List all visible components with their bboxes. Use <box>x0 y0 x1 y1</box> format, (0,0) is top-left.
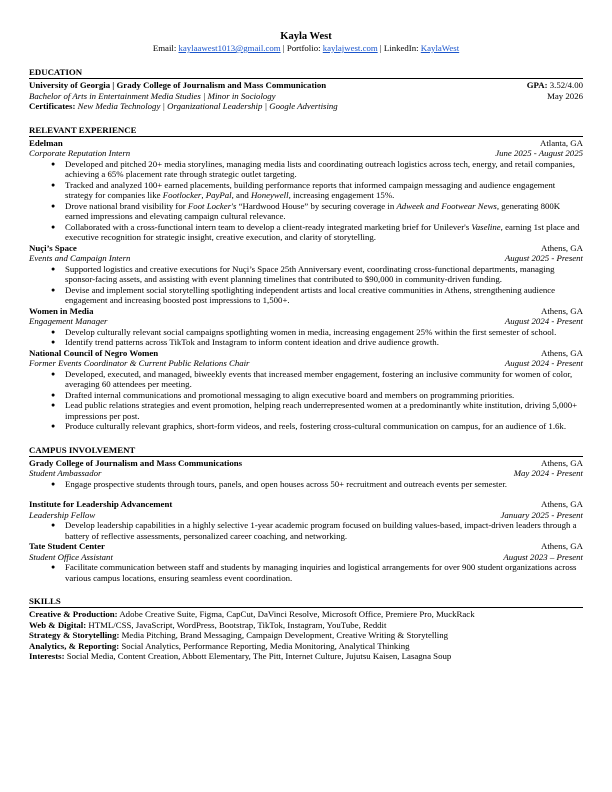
location: Athens, GA <box>540 541 583 551</box>
bullet: ● Lead public relations strategies and event promotion, helping reach underrepresented women at a predominantly white institution, driving 5,000+ impressions per post. <box>65 400 583 421</box>
skill-value: Social Media, Content Creation, Abbott Elementary, The Pitt, Internet Culture, Jujutsu Kaisen, Lasagna Soup <box>64 651 452 662</box>
bullet: ● Engage prospective students through tours, panels, and open houses across 50+ recruitment and outreach events per semester. <box>65 479 583 490</box>
bullet-text: “Hardwood House” by securing coverage in <box>236 200 397 211</box>
dates: August 2025 - Present <box>504 253 583 263</box>
bullet: ● Identify trend patterns across TikTok and Instagram to inform content ideation and drive audience growth. <box>65 337 583 348</box>
bullet: ● Develop leadership capabilities in a highly selective 1-year academic program focused on building values-based, impact-driven leaders through a battery of reflective assessments, personalized career coaching, and networking. <box>65 520 583 541</box>
portfolio-link[interactable]: kaylajwest.com <box>322 43 378 53</box>
portfolio-label: Portfolio: <box>286 43 321 53</box>
bullet: ● Supported logistics and creative executions for Nuçi’s Space 25th Anniversary event, coordinating cross-functional departments, managing sponsor-facing assets, and assisting with event planning timelines that contributed to $90,000 in community-driven funding. <box>65 264 583 285</box>
bullet-text: , increasing engagement 15%. <box>288 190 395 200</box>
role: Engagement Manager <box>29 316 108 326</box>
bullet: ● Developed, executed, and managed, biweekly events that increased member engagement, fostering an inclusive community for women of color, averaging 60 attendees per meeting. <box>65 369 583 390</box>
contact-line <box>29 43 583 54</box>
bullet: ● Produce culturally relevant graphics, short-form videos, and reels, fostering cross-cultural communication on campus, for an audience of 1.6k. <box>65 421 583 432</box>
skill-value: Social Analytics, Performance Reporting, Media Monitoring, Analytical Thinking <box>119 640 410 651</box>
bullet-text: Adweek and Footwear News, <box>396 200 500 211</box>
bullet-text: Foot Locker's <box>187 200 237 211</box>
job-entry <box>29 348 583 432</box>
job-entry <box>29 243 583 306</box>
bullet: ● Facilitate communication between staff and students by managing inquiries and logistical arrangements for over 900 student organizations across various campus locations, ensuring seamless event coordination. <box>65 562 583 583</box>
degree: Bachelor of Arts in Entertainment Media Studies | Minor in Sociology <box>29 90 276 101</box>
dates: August 2024 - Present <box>504 358 583 368</box>
graduation-date: May 2026 <box>547 90 583 101</box>
skill-label: Creative & Production: <box>29 609 118 619</box>
bullet: ● Drafted internal communications and promotional messaging to align executive board and members on programming priorities. <box>65 390 583 401</box>
certificates-list: New Media Technology | Organizational Leadership | Google Advertising <box>77 101 338 111</box>
bullet: ● Developed and pitched 20+ media storylines, managing media lists and coordinating outreach logistics across tech, energy, and retail companies, achieving a 65% placement rate through strategic outlet targeting. <box>65 159 583 180</box>
skill-row <box>29 651 583 662</box>
certificates <box>29 101 583 112</box>
separator: | <box>280 43 287 53</box>
email-link[interactable]: kaylaawest1013@gmail.com <box>178 43 281 53</box>
skill-value: Media Pitching, Brand Messaging, Campaign Development, Creative Writing & Storytelling <box>119 630 448 641</box>
bullet-text: generating 800K earned impressions and elevating campaign cultural relevance. <box>65 200 561 221</box>
skill-row <box>29 609 583 620</box>
dates: August 2023 – Present <box>503 551 583 562</box>
org-name: Tate Student Center <box>29 541 105 551</box>
role: Student Office Assistant <box>29 551 113 562</box>
bullet-text: Vaseline <box>471 221 501 232</box>
gpa <box>527 80 583 91</box>
section-title: EDUCATION <box>29 67 583 79</box>
org-name: Institute for Leadership Advancement <box>29 499 173 509</box>
section-title: RELEVANT EXPERIENCE <box>29 125 583 137</box>
bullet-text: Drove national brand visibility for <box>65 200 188 211</box>
skill-value: Adobe Creative Suite, Figma, CapCut, DaVinci Resolve, Microsoft Office, Premiere Pro, MuckRack <box>117 609 475 619</box>
campus-section <box>29 445 583 584</box>
section-title: SKILLS <box>29 596 583 608</box>
role: Leadership Fellow <box>29 509 96 520</box>
experience-section <box>29 125 583 432</box>
skill-label: Interests: <box>29 651 65 662</box>
bullet <box>65 222 583 243</box>
skill-row <box>29 641 583 652</box>
bullet-text: Honeywell <box>250 190 289 200</box>
location: Athens, GA <box>540 305 583 316</box>
skill-row <box>29 620 583 631</box>
separator: | <box>377 43 384 53</box>
role: Former Events Coordinator & Current Public Relations Chair <box>29 358 250 368</box>
bullet <box>65 180 583 201</box>
bullet <box>65 201 583 222</box>
resume-page <box>29 30 583 662</box>
org-name: Women in Media <box>29 305 94 316</box>
location: Athens, GA <box>540 242 583 253</box>
gpa-value: 3.52/4.00 <box>549 80 583 90</box>
education-row <box>29 80 583 91</box>
bullet-text: , <box>201 190 206 200</box>
job-entry <box>29 306 583 348</box>
role: Events and Campaign Intern <box>29 253 131 263</box>
org-name: Grady College of Journalism and Mass Communications <box>29 457 243 468</box>
bullet-text: Collaborated with a cross-functional intern team to develop a client-ready integrated marketing brief for Unilever's <box>65 221 472 232</box>
bullet: ● Devise and implement social storytelling spotlighting independent artists and local creative communities in Athens, strengthening audience engagement and increasing boosted post impressions to 1,500+. <box>65 285 583 306</box>
org-name: National Council of Negro Women <box>29 347 159 358</box>
skill-label: Analytics, & Reporting: <box>29 640 120 651</box>
role: Corporate Reputation Intern <box>29 148 131 158</box>
role: Student Ambassador <box>29 468 102 478</box>
certificates-label: Certificates: <box>29 101 76 111</box>
email-label: Email: <box>152 43 177 53</box>
dates: August 2024 - Present <box>504 316 583 326</box>
gpa-label: GPA: <box>526 80 548 90</box>
campus-entry <box>29 541 583 583</box>
campus-entry <box>29 458 583 490</box>
skill-label: Web & Digital: <box>29 619 87 630</box>
dates: May 2024 - Present <box>513 468 583 478</box>
org-name: Nuçi’s Space <box>29 242 77 253</box>
bullet-text: Tracked and analyzed 100+ earned placements, building performance reports that informed campaign messaging and audience engagement strategy for companies like <box>65 179 556 200</box>
school-name: University of Georgia | Grady College of Journalism and Mass Communication <box>29 80 327 90</box>
location: Athens, GA <box>540 347 583 358</box>
dates: January 2025 - Present <box>500 509 583 520</box>
skill-label: Strategy & Storytelling: <box>29 630 120 641</box>
location: Athens, GA <box>540 499 583 509</box>
bullet-text: , earning 1st place and executive recognition for strategic insight, creative execution, and clarity of storytelling. <box>65 221 580 242</box>
bullet-text: Footlocker <box>162 190 202 200</box>
candidate-name: Kayla West <box>280 31 332 42</box>
bullet-text: , and <box>231 190 251 200</box>
degree-row <box>29 91 583 102</box>
skill-value: HTML/CSS, JavaScript, WordPress, Bootstrap, TikTok, Instagram, YouTube, Reddit <box>86 619 387 630</box>
education-section <box>29 67 583 112</box>
job-entry <box>29 138 583 243</box>
skill-row <box>29 630 583 641</box>
section-title: CAMPUS INVOLVEMENT <box>29 445 583 457</box>
linkedin-link[interactable]: KaylaWest <box>420 43 460 53</box>
dates: June 2025 - August 2025 <box>495 148 583 158</box>
location: Athens, GA <box>540 457 583 468</box>
skills-section <box>29 596 583 662</box>
campus-entry <box>29 499 583 541</box>
linkedin-label: LinkedIn: <box>383 43 419 53</box>
bullet-text: PayPal <box>205 190 232 200</box>
location: Atlanta, GA <box>540 137 583 148</box>
org-name: Edelman <box>29 137 63 148</box>
bullet: ● Develop culturally relevant social campaigns spotlighting women in media, increasing engagement 25% within the first semester of school. <box>65 327 583 338</box>
